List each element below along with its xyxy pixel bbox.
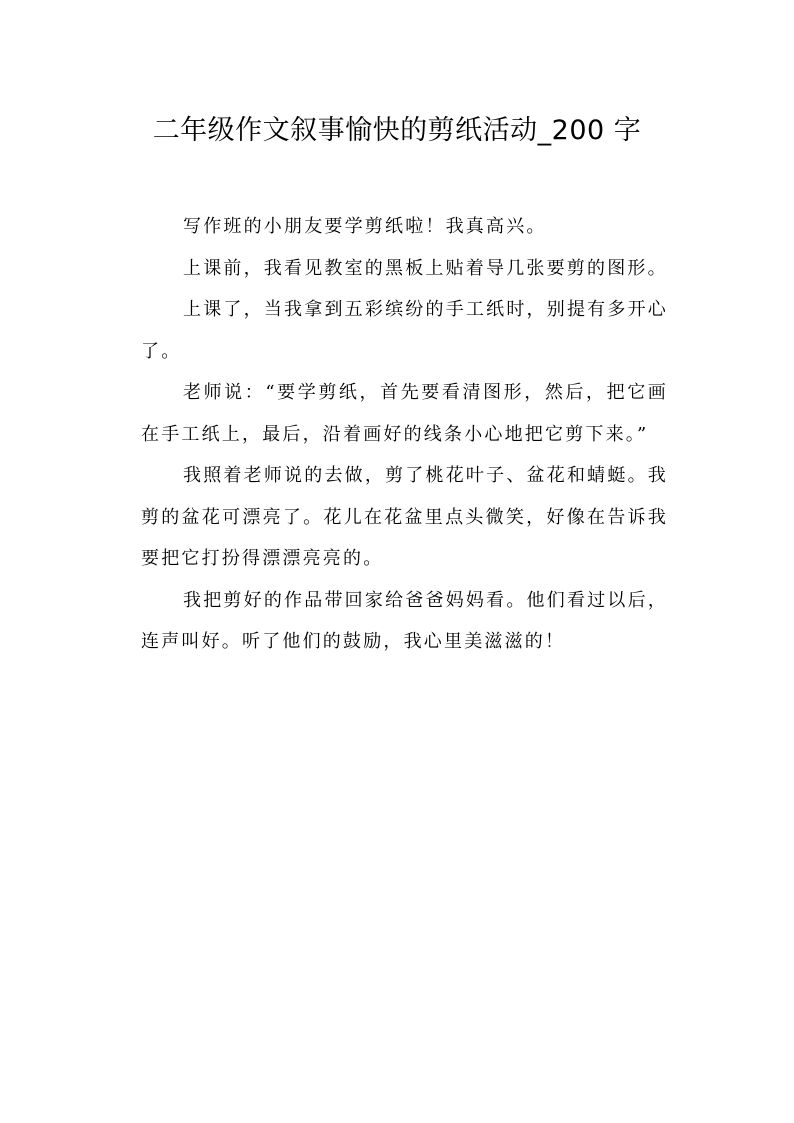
paragraph-5: 我照着老师说的去做，剪了桃花叶子、盆花和蜻蜓。我剪的盆花可漂亮了。花儿在花盆里点头微笑，好像在告诉我要把它打扮得漂漂亮亮的。: [141, 465, 668, 569]
paragraph-2: 上课前，我看见教室的黑板上贴着导几张要剪的图形。: [183, 257, 668, 279]
essay-body: [141, 206, 668, 663]
paragraph-4: 老师说：“要学剪纸，首先要看清图形，然后，把它画在手工纸上，最后，沿着画好的线条小心地把它剪下来。”: [141, 382, 668, 445]
page-title: 二年级作文叙事愉快的剪纸活动_200 字: [152, 115, 642, 146]
paragraph-1: 写作班的小朋友要学剪纸啦！我真高兴。: [183, 216, 547, 237]
paragraph-6: 我把剪好的作品带回家给爸爸妈妈看。他们看过以后，连声叫好。听了他们的鼓励，我心里美滋滋的！: [141, 589, 668, 652]
paragraph-3: 上课了，当我拿到五彩缤纷的手工纸时，别提有多开心了。: [141, 299, 668, 362]
